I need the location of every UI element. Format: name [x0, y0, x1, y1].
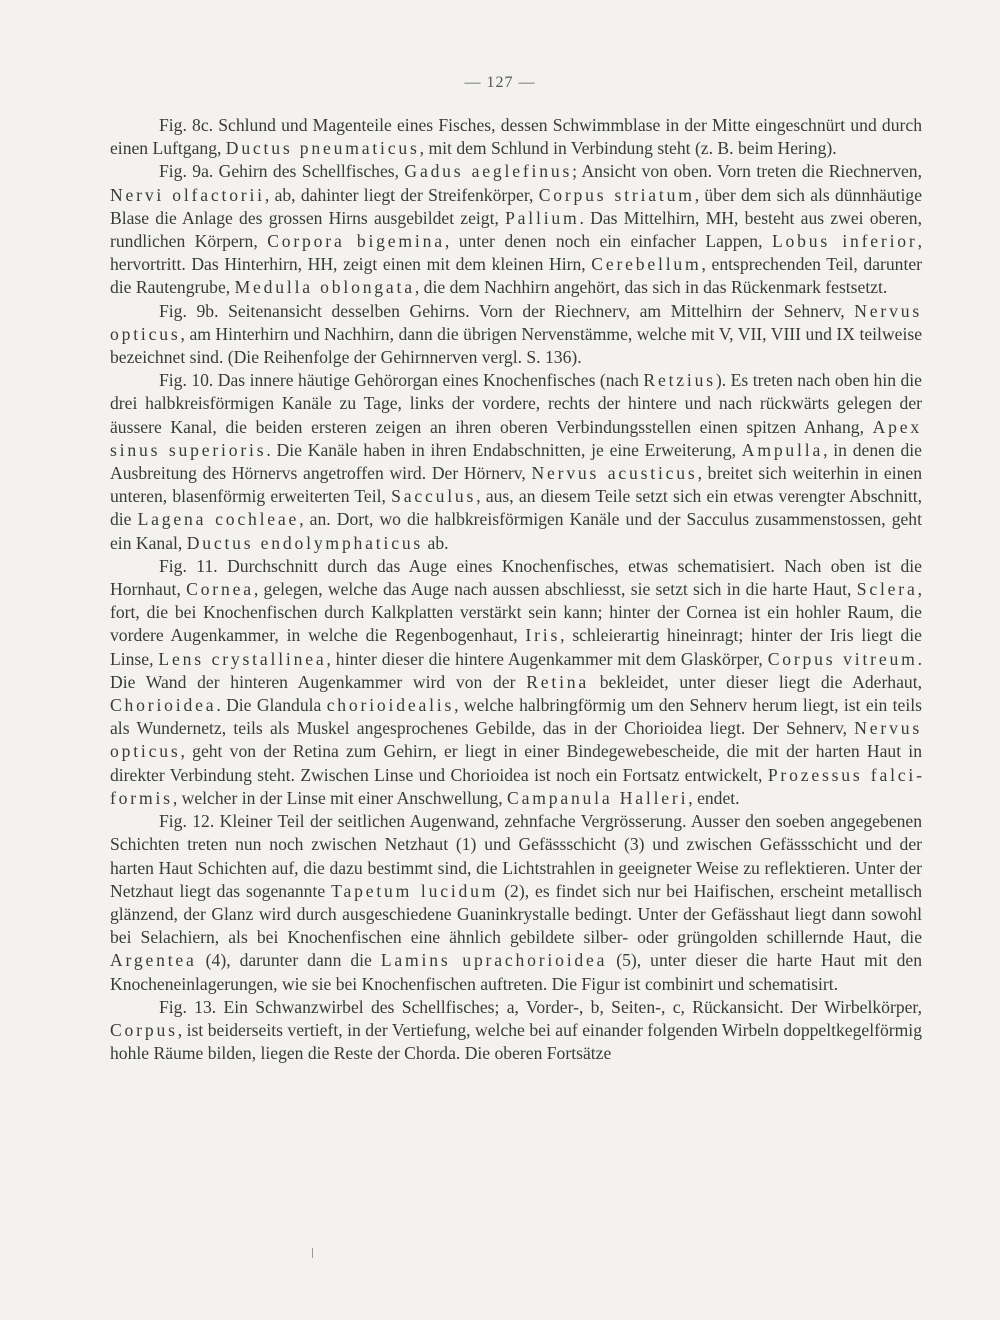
text-run: , ab, dahinter liegt der Streifenkörper,	[264, 184, 539, 205]
text-run: Fig. 9a. Gehirn des Schellfisches,	[159, 161, 405, 182]
text-run: , unter denen noch ein einfacher Lappen,	[444, 231, 772, 252]
body-text	[110, 114, 922, 1065]
paragraph-fig-8c	[110, 114, 922, 160]
text-run: ). Es treten nach oben hin die drei halbkreisförmigen Kanäle zu Tage, links der vordere, rechts der hintere und nach rückwärts gelegen der äussere Kanal, die beiden ersteren zeigen an ihren oberen Verbindungsstellen einen spitzen Anhang,	[110, 370, 922, 437]
text-run: . Die Wand der hinteren Augenkammer wird von der	[110, 648, 922, 692]
text-run: (4), darunter dann die	[196, 950, 381, 971]
text-run: , aus, an diesem Teile setzt sich ein etwas verengter Abschnitt, die	[110, 486, 923, 530]
text-run: , die dem Nachhirn angehört, das sich in das Rückenmark festsetzt.	[414, 277, 888, 298]
latin-term: Tapetum lucidum	[331, 880, 499, 901]
latin-term: Nervi olfactorii	[110, 184, 265, 205]
text-run: . Die Glandula	[216, 695, 327, 716]
paragraph-fig-11	[110, 555, 922, 810]
latin-term: Nervus opticus	[110, 300, 922, 344]
text-run: , an. Dort, wo die halbkreisförmigen Kanäle und der Sacculus zusammenstossen, geht ein Kanal,	[110, 509, 922, 553]
text-run: , ist beiderseits vertieft, in der Vertiefung, welche bei auf einander folgenden Wirbeln doppeltkegelförmig hohle Räume bilden, liegen die Reste der Chorda. Die oberen Fortsätze	[110, 1019, 922, 1064]
text-run: , fort, die bei Knochenfischen durch Kalkplatten verstärkt sein kann; hinter der Cornea ist ein hohler Raum, die vordere Augenkammer, in welche die Regenbogenhaut,	[110, 579, 922, 646]
latin-term: Apex sinus superioris	[110, 416, 922, 460]
latin-term: Ampulla	[741, 439, 824, 460]
text-run: ; Ansicht von oben. Vorn treten die Riechnerven,	[572, 161, 922, 182]
text-run: , hinter dieser die hintere Augenkammer mit dem Glaskörper,	[326, 648, 768, 669]
latin-term: Nervus opticus	[110, 718, 922, 762]
paragraph-fig-9a	[110, 160, 922, 299]
latin-term: Sacculus	[391, 486, 477, 507]
latin-term: Argentea	[110, 950, 197, 971]
latin-term: Corpus vitreum	[767, 648, 918, 669]
text-run: , über dem sich als dünnhäutige Blase die Anlage des grossen Hirns ausgebildet zeigt,	[110, 184, 922, 228]
text-run: bekleidet, unter dieser liegt die Aderhaut,	[589, 671, 922, 692]
stray-mark	[312, 1248, 313, 1258]
latin-term: Retina	[526, 671, 590, 692]
latin-term: Cerebellum	[591, 254, 702, 275]
text-run: , welche halbringförmig um den Sehnerv herum liegt, ist ein teils als Wundernetz, teils als Muskel angesprochenes Gebilde, das in der Chorioidea liegt. Der Sehnerv,	[110, 695, 922, 739]
text-run: , welcher in der Linse mit einer Anschwellung,	[172, 787, 508, 808]
text-run: . Das Mittelhirn, MH, besteht aus zwei oberen, rundlichen Körpern,	[110, 207, 922, 252]
latin-term: Cornea	[186, 579, 254, 600]
text-run: , gelegen, welche das Auge nach aussen abschliesst, sie setzt sich in die harte Haut,	[253, 579, 857, 600]
text-run: , schleierartig hineinragt; hinter der Iris liegt die Linse,	[110, 625, 922, 669]
latin-term: Lens crystallinea	[158, 648, 327, 669]
text-run: ab.	[423, 532, 449, 553]
latin-term: Pallium	[505, 207, 580, 228]
text-run: , entsprechenden Teil, darunter die Rautengrube,	[110, 254, 923, 298]
text-run: , mit dem Schlund in Verbindung steht (z. B. beim Hering).	[419, 138, 837, 159]
latin-term: Prozessus falciformis	[110, 764, 922, 808]
text-run: Fig. 11. Durchschnitt durch das Auge eines Knochenfisches, etwas schematisiert. Nach oben ist die Hornhaut,	[110, 555, 922, 600]
latin-term: Corpus striatum	[538, 184, 695, 205]
text-run: (2), es findet sich nur bei Haifischen, erscheint metallisch glänzend, der Glanz wird durch ausgeschiedene Guaninkrystalle bedingt. Unter der Gefässhaut liegt dann sowohl bei Selachiern, als bei Knochenfischen eine ähnlich gebildete silber- oder grüngolden schillernde Haut, die	[110, 880, 922, 948]
paragraph-fig-9b	[110, 300, 922, 370]
text-run: , in denen die Ausbreitung des Hörnervs angetroffen wird. Der Hörnerv,	[110, 439, 922, 484]
text-run: , geht von der Retina zum Gehirn, er liegt in einer Bindegewebescheide, die mit der harten Haut in direkter Verbindung steht. Zwischen Linse und Chorioidea ist noch ein Fortsatz entwickelt,	[110, 741, 922, 785]
text-run: , am Hinterhirn und Nachhirn, dann die übrigen Nervenstämme, welche mit V, VII, VIII und IX teilweise bezeichnet sind. (Die Reihenfolge der Gehirnnerven vergl. S. 136).	[110, 323, 922, 368]
latin-term: Ductus pneumaticus	[225, 138, 420, 159]
paragraph-fig-12	[110, 810, 922, 996]
text-run: Fig. 9b. Seitenansicht desselben Gehirns. Vorn der Riechnerv, am Mittelhirn der Sehnerv,	[159, 300, 855, 321]
latin-term: Gadus aeglefinus	[404, 161, 573, 182]
latin-term: Medulla oblongata	[234, 277, 415, 298]
text-run: . Die Kanäle haben in ihren Endabschnitten, je eine Erweiterung,	[266, 439, 742, 460]
text-run: Fig. 10. Das innere häutige Gehörorgan eines Knochenfisches (nach	[159, 370, 644, 391]
latin-term: Lamins uprachorioidea	[380, 950, 608, 971]
text-run: , endet.	[688, 787, 740, 808]
latin-term: Retzius	[643, 370, 716, 391]
latin-term: Campanula Halleri	[507, 787, 689, 808]
text-run: (5), unter dieser die harte Haut mit den Knocheneinlagerungen, wie sie bei Knochenfischen auftreten. Die Figur ist combinirt und schematisirt.	[110, 950, 922, 994]
latin-term: Sclera	[856, 579, 918, 600]
latin-term: Corpus	[110, 1019, 178, 1040]
page-number: — 127 —	[464, 74, 536, 91]
latin-term: Ductus endolymphaticus	[186, 532, 424, 553]
text-run: , breitet sich weiterhin in einen unteren, blasenförmig erweiterten Teil,	[110, 463, 922, 507]
text-run: Fig. 12. Kleiner Teil der seitlichen Augenwand, zehnfache Vergrösserung. Ausser den soeben angegebenen Schichten treten nun noch zwischen Netzhaut (1) und Gefässschicht (3) und zwischen Gefässschicht und der harten Haut Schichten auf, die dazu bestimmt sind, die Lichtstrahlen in geeigneter Weise zu reflektieren. Unter der Netzhaut liegt das sogenannte	[110, 811, 922, 901]
text-run: Fig. 8c. Schlund und Magenteile eines Fisches, dessen Schwimmblase in der Mitte eingeschnürt und durch einen Luftgang,	[110, 115, 922, 159]
latin-term: chorioidealis	[326, 695, 455, 716]
latin-term: Chorioidea	[110, 695, 217, 716]
latin-term: Corpora bigemina	[267, 231, 445, 252]
text-run: Fig. 13. Ein Schwanzwirbel des Schellfisches; a, Vorder-, b, Seiten-, c, Rückansicht. Der Wirbelkörper,	[159, 996, 922, 1017]
latin-term: Lobus inferior	[771, 231, 918, 252]
latin-term: Nervus acusticus	[531, 463, 698, 484]
text-run: , hervortritt. Das Hinterhirn, HH, zeigt einen mit dem kleinen Hirn,	[110, 231, 923, 275]
latin-term: Iris	[525, 625, 561, 646]
latin-term: Lagena cochleae	[137, 509, 300, 530]
paragraph-fig-13	[110, 996, 922, 1066]
paragraph-fig-10	[110, 369, 922, 555]
